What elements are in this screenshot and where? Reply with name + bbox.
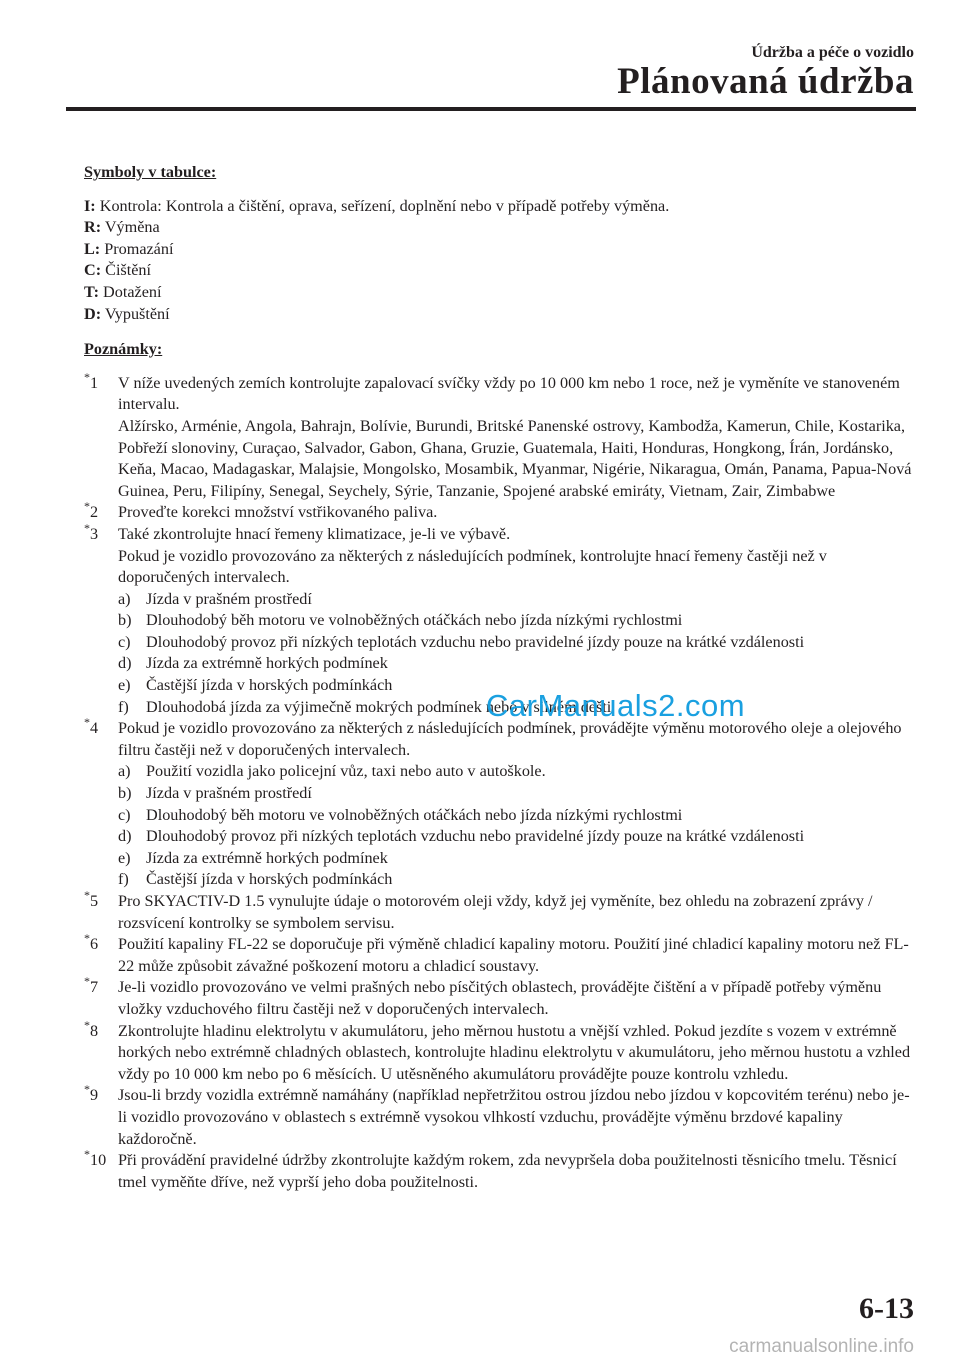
note-star: *: [84, 1147, 90, 1162]
note-item: [84, 499, 914, 524]
subitem-text: Častější jízda v horských podmínkách: [146, 870, 393, 889]
section-title: Údržba a péče o vozidlo: [751, 44, 914, 61]
note-number: 3: [90, 524, 99, 543]
note-paragraph: Je-li vozidlo provozováno ve velmi prašných nebo písčitých oblastech, provádějte čištění a v případě potřeby výměnu vložky vzduchového filtru častěji než v doporučených intervalech.: [118, 978, 882, 1018]
subitem-text: Použití vozidla jako policejní vůz, taxi nebo auto v autoškole.: [146, 762, 546, 781]
subitem-text: Častější jízda v horských podmínkách: [146, 676, 393, 695]
symbol-key: R:: [84, 218, 102, 237]
symbol-key: L:: [84, 239, 101, 258]
note-marker: [84, 1147, 107, 1172]
subitem-text: Dlouhodobý běh motoru ve volnoběžných otáčkách nebo jízda nízkými rychlostmi: [146, 805, 683, 824]
note-subitem: [118, 826, 914, 848]
subitem-letter: a): [118, 762, 131, 781]
subitem-letter: b): [118, 611, 132, 630]
note-star: *: [84, 974, 90, 989]
note-number: 7: [90, 978, 99, 997]
symbol-text: Výměna: [104, 218, 160, 237]
note-subitem: [118, 805, 914, 827]
symbol-key: D:: [84, 304, 102, 323]
note-number: 10: [90, 1151, 107, 1170]
subitem-text: Dlouhodobý provoz při nízkých teplotách vzduchu nebo pravidelné jízdy pouze na krátké vzdálenosti: [146, 632, 805, 651]
subitem-letter: b): [118, 784, 132, 803]
note-number: 1: [90, 373, 99, 392]
note-paragraph: Také zkontrolujte hnací řemeny klimatizace, je-li ve výbavě.: [118, 524, 511, 543]
subitem-letter: c): [118, 805, 131, 824]
subitem-text: Jízda v prašném prostředí: [146, 784, 312, 803]
note-subitem: [118, 848, 914, 870]
subitem-letter: a): [118, 589, 131, 608]
note-item: [84, 931, 914, 977]
subitem-text: Jízda v prašném prostředí: [146, 589, 312, 608]
symbol-text: Dotažení: [103, 282, 162, 301]
note-item: [84, 369, 914, 503]
note-star: *: [84, 888, 90, 902]
notes-heading: Poznámky:: [84, 340, 163, 359]
note-star: *: [84, 931, 90, 946]
note-subitem: [118, 653, 914, 675]
note-marker: [84, 1082, 99, 1107]
watermark-logo: CarManuals2.com: [486, 688, 746, 723]
subitem-letter: c): [118, 632, 131, 651]
note-paragraph: Použití kapaliny FL-22 se doporučuje při výměně chladicí kapaliny motoru. Použití jiné chladicí kapaliny motoru než FL-22 může způsobit závažné poškození motoru a chladicí soustavy.: [118, 935, 909, 975]
symbol-row: [84, 304, 914, 326]
subitem-letter: f): [118, 697, 129, 716]
subitem-letter: d): [118, 654, 132, 673]
note-paragraph: Alžírsko, Arménie, Angola, Bahrajn, Bolívie, Burundi, Britské Panenské ostrovy, Kambodža, Kamerun, Chile, Kostarika, Pobřeží slonoviny, Curaçao, Salvador, Gabon, Ghana, Gruzie, Guatemala, Haiti, Honduras, Hongkong, Írán, Jordánsko, Keňa, Macao, Madagaskar, Malajsie, Mongolsko, Mosambik, Myanmar, Nigérie, Nikaragua, Omán, Panama, Papua-Nová Guinea, Peru, Filipíny, Senegal, Seychely, Sýrie, Tanzanie, Spojené arabské emiráty, Vietnam, Zair, Zimbabwe: [118, 416, 912, 500]
notes-list: [84, 369, 914, 1194]
header-divider: [66, 107, 916, 111]
subitem-letter: d): [118, 827, 132, 846]
subitem-text: Jízda za extrémně horkých podmínek: [146, 654, 388, 673]
note-number: 5: [90, 892, 99, 910]
note-star: *: [84, 1017, 90, 1032]
subitem-letter: f): [118, 870, 129, 889]
note-marker: [84, 974, 99, 999]
note-marker: [84, 369, 99, 395]
note-item: [84, 1017, 914, 1086]
note-subitem: [118, 869, 914, 891]
subitem-text: Dlouhodobý provoz při nízkých teplotách vzduchu nebo pravidelné jízdy pouze na krátké vzdálenosti: [146, 827, 805, 846]
note-subitem: [118, 589, 914, 611]
subitem-letter: e): [118, 848, 131, 867]
note-item: [84, 715, 914, 891]
note-item: [84, 974, 914, 1020]
page-title: Plánovaná údržba: [617, 61, 914, 102]
note-number: 2: [90, 503, 99, 522]
note-star: *: [84, 520, 90, 535]
subitem-text: Dlouhodobá jízda za výjimečně mokrých podmínek nebo v silném dešti: [146, 697, 612, 716]
note-subitem: [118, 783, 914, 805]
note-star: *: [84, 715, 90, 730]
note-star: *: [84, 1082, 90, 1097]
note-paragraph: Proveďte korekci množství vstřikovaného paliva.: [118, 503, 438, 522]
note-star: *: [84, 369, 90, 384]
symbol-text: Vypuštění: [104, 304, 170, 323]
note-subitem: [118, 632, 914, 654]
note-marker: [84, 1017, 99, 1043]
note-paragraph: V níže uvedených zemích kontrolujte zapalovací svíčky vždy po 10 000 km nebo 1 roce, než je vyměníte ve stanoveném intervalu.: [118, 373, 900, 414]
note-marker: [84, 931, 99, 956]
note-marker: [84, 888, 99, 913]
subitem-letter: e): [118, 676, 131, 695]
symbol-row: [84, 260, 914, 282]
note-item: [84, 888, 914, 934]
note-paragraph: Jsou-li brzdy vozidla extrémně namáhány (například nepřetržitou ostrou jízdou nebo jízdou v kopcovitém terénu) nebo je-li vozidlo provozováno v oblastech s extrémně vysokou vlhkostí vzduchu, provádějte výměnu brzdové kapaliny každoročně.: [118, 1086, 910, 1148]
note-number: 9: [90, 1086, 99, 1105]
note-number: 4: [90, 719, 99, 738]
note-paragraph: Zkontrolujte hladinu elektrolytu v akumulátoru, jeho měrnou hustotu a vnější vzhled. Pokud jezdíte s vozem v extrémně horkých nebo extrémně chladných oblastech, kontrolujte hladinu elektrolytu v akumulátoru, jeho měrnou hustotu a vzhled vždy po 10 000 km nebo po 6 měsících. U utěsněného akumulátoru provádějte pouze kontrolu vzhledu.: [118, 1021, 911, 1083]
note-paragraph: Pro SKYACTIV-D 1.5 vynulujte údaje o motorovém oleji vždy, když jej vyměníte, bez ohledu na zobrazení zprávy / rozsvícení kontrolky se symbolem servisu.: [118, 892, 873, 932]
symbol-row: [84, 282, 914, 304]
note-number: 6: [90, 935, 99, 954]
subitem-text: Jízda za extrémně horkých podmínek: [146, 848, 388, 867]
symbols-list: [84, 196, 914, 326]
note-paragraph: Při provádění pravidelné údržby zkontrolujte každým rokem, zda nevypršela doba použitelnosti těsnicího tmelu. Těsnicí tmel vyměňte dříve, než vyprší jeho doba použitelnosti.: [118, 1151, 897, 1191]
symbol-key: I:: [84, 196, 96, 215]
note-marker: [84, 715, 99, 740]
note-paragraph: Pokud je vozidlo provozováno za některých z následujících podmínek, provádějte výměnu motorového oleje a olejového filtru častěji než v doporučených intervalech.: [118, 719, 902, 759]
note-subitem: [118, 610, 914, 632]
note-star: *: [84, 499, 90, 514]
symbol-row: [84, 239, 914, 261]
symbols-heading: Symboly v tabulce:: [84, 163, 217, 181]
note-item: [84, 1147, 914, 1193]
note-number: 8: [90, 1021, 99, 1040]
footer-watermark: carmanualsonline.info: [729, 1336, 914, 1357]
subitem-text: Dlouhodobý běh motoru ve volnoběžných otáčkách nebo jízda nízkými rychlostmi: [146, 611, 683, 630]
symbol-key: T:: [84, 282, 99, 301]
symbol-key: C:: [84, 261, 102, 280]
note-paragraph: Pokud je vozidlo provozováno za některých z následujících podmínek, kontrolujte hnací řemeny častěji než v doporučených intervalech.: [118, 546, 827, 587]
symbol-row: [84, 217, 914, 239]
page-number: 6-13: [859, 1292, 914, 1325]
note-marker: [84, 520, 99, 546]
page-content: [84, 162, 914, 1193]
symbol-row: [84, 196, 914, 218]
symbol-text: Čištění: [105, 261, 152, 280]
note-item: [84, 1082, 914, 1150]
symbol-text: Promazání: [104, 239, 174, 258]
note-subitem: [118, 761, 914, 783]
symbol-text: Kontrola: Kontrola a čištění, oprava, seřízení, doplnění nebo v případě potřeby výměna.: [99, 196, 670, 215]
